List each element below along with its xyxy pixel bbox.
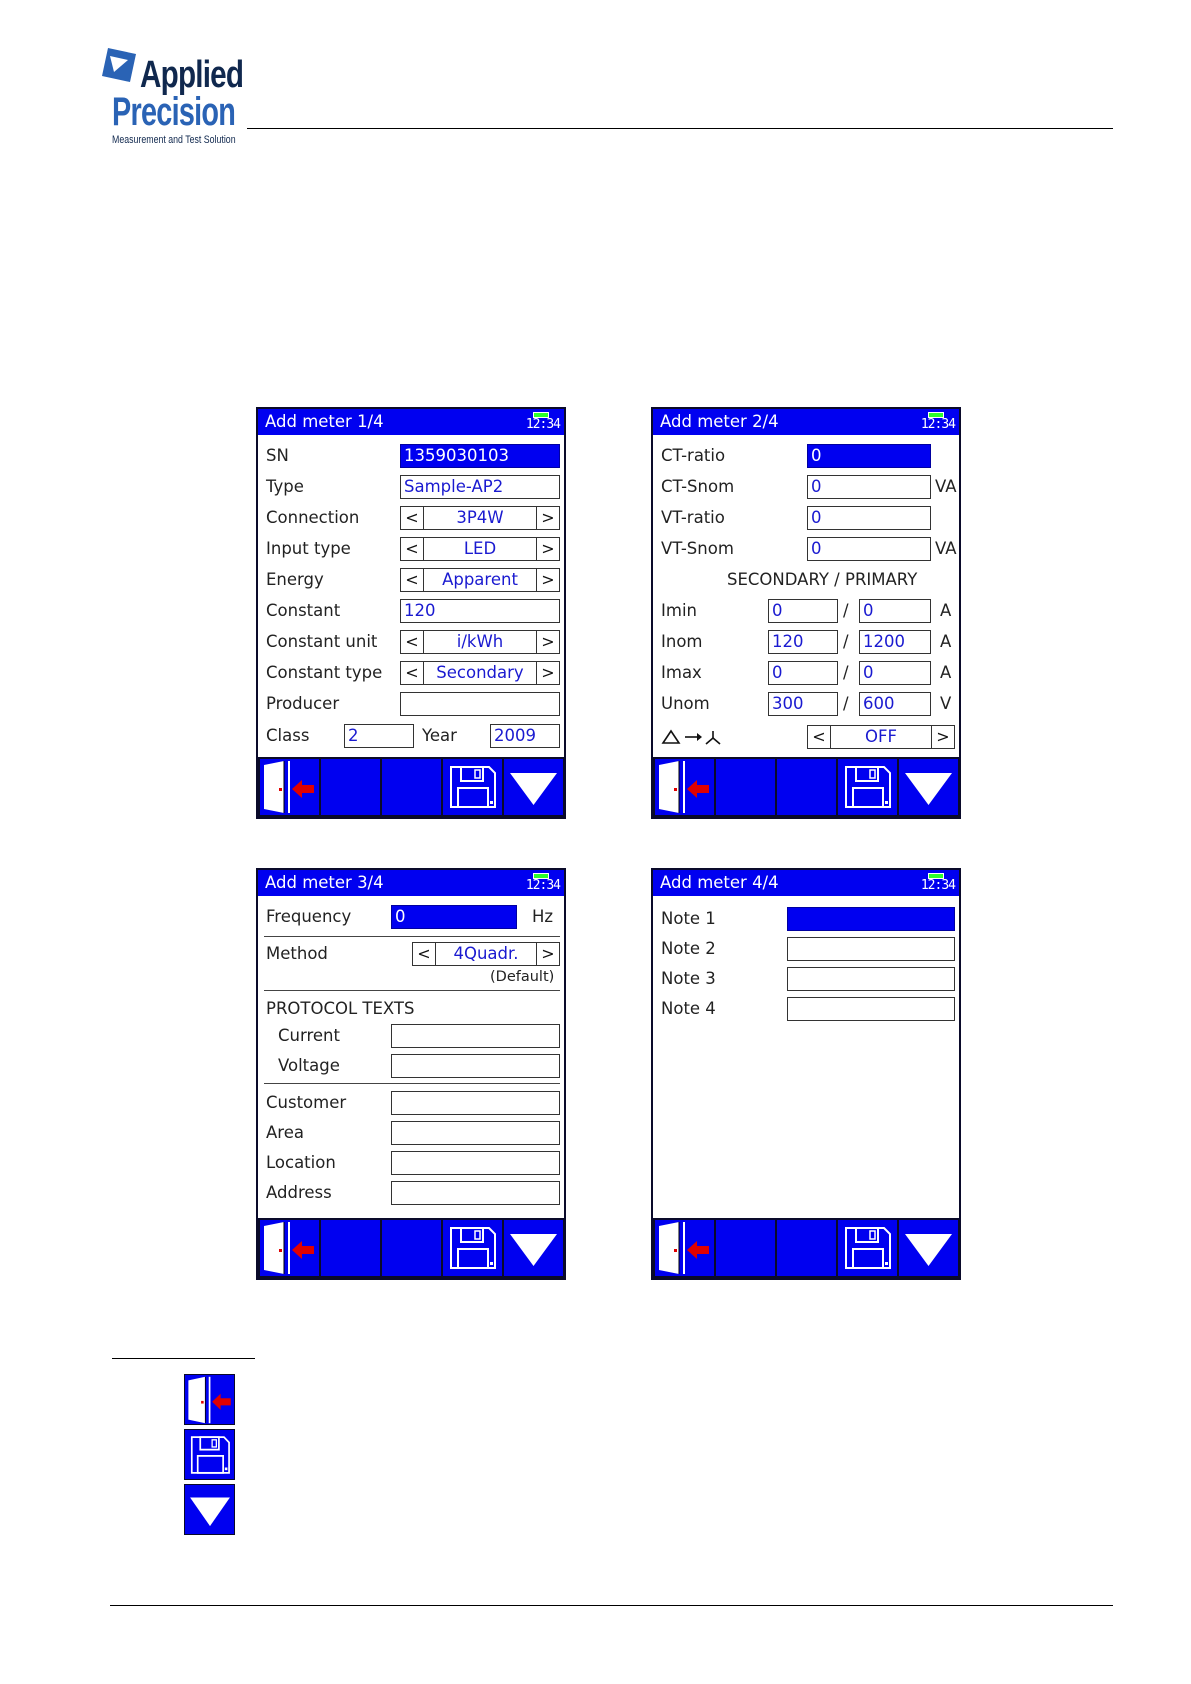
current-label: Current (278, 1026, 340, 1045)
vt-snom-field[interactable]: 0 (807, 537, 931, 561)
location-label: Location (266, 1153, 336, 1172)
status-clock (920, 873, 955, 894)
down-triangle-icon (504, 759, 563, 815)
screen-titlebar (653, 870, 959, 896)
vt-snom-unit: VA (935, 539, 957, 558)
screen-add-meter-3 (256, 868, 566, 1280)
imin-unit: A (940, 601, 952, 620)
connection-selector[interactable] (400, 506, 560, 530)
clock-text: 12:34 (920, 417, 955, 432)
energy-prev-button[interactable]: < (401, 569, 424, 591)
next-page-button[interactable] (504, 1220, 563, 1276)
ct-snom-unit: VA (935, 477, 957, 496)
frequency-unit: Hz (532, 907, 554, 926)
vt-ratio-field[interactable]: 0 (807, 506, 931, 530)
method-selector[interactable] (412, 942, 560, 966)
delta-to-star-icon (661, 728, 725, 746)
exit-door-icon (260, 759, 319, 815)
status-clock (525, 873, 560, 894)
area-label: Area (266, 1123, 304, 1142)
floppy-disk-icon (443, 1220, 502, 1276)
note-1-field[interactable] (787, 907, 955, 931)
customer-field[interactable] (391, 1091, 560, 1115)
imax-secondary-field[interactable]: 0 (768, 661, 838, 685)
next-page-button[interactable] (504, 759, 563, 815)
constant-type-selector[interactable] (400, 661, 560, 685)
vt-ratio-label: VT-ratio (661, 508, 725, 527)
constant-label: Constant (266, 601, 341, 620)
customer-label: Customer (266, 1093, 347, 1112)
method-prev-button[interactable]: < (413, 943, 436, 965)
empty-button-2[interactable] (777, 1220, 836, 1276)
logo-word-applied: Applied (140, 54, 244, 96)
logo-mark-icon (100, 46, 140, 86)
constant-type-label: Constant type (266, 663, 383, 682)
screen-add-meter-1 (256, 407, 566, 819)
imin-slash: / (843, 601, 849, 620)
legend-rule (112, 1358, 255, 1359)
frequency-label: Frequency (266, 907, 352, 926)
producer-label: Producer (266, 694, 340, 713)
voltage-label: Voltage (278, 1056, 340, 1075)
unom-primary-field[interactable]: 600 (859, 692, 931, 716)
address-field[interactable] (391, 1181, 560, 1205)
unom-slash: / (843, 694, 849, 713)
imax-unit: A (940, 663, 952, 682)
input-type-prev-button[interactable]: < (401, 538, 424, 560)
empty-button-1[interactable] (321, 1220, 380, 1276)
floppy-disk-icon (838, 759, 897, 815)
inom-primary-field[interactable]: 1200 (859, 630, 931, 654)
input-type-next-button[interactable]: > (536, 538, 559, 560)
imin-secondary-field[interactable]: 0 (768, 599, 838, 623)
sn-label: SN (266, 446, 289, 465)
ct-snom-field[interactable]: 0 (807, 475, 931, 499)
clock-text: 12:34 (525, 878, 560, 893)
ct-ratio-field[interactable]: 0 (807, 444, 931, 468)
logo-word-precision: Precision (112, 90, 236, 134)
address-label: Address (266, 1183, 332, 1202)
constant-type-next-button[interactable]: > (536, 662, 559, 684)
connection-label: Connection (266, 508, 360, 527)
floppy-disk-icon (838, 1220, 897, 1276)
class-label: Class (266, 726, 310, 745)
method-next-button[interactable]: > (536, 943, 559, 965)
note-2-label: Note 2 (661, 939, 716, 958)
screen-titlebar (258, 870, 564, 896)
clock-text: 12:34 (525, 417, 560, 432)
constant-unit-prev-button[interactable]: < (401, 631, 424, 653)
method-value: 4Quadr. (453, 944, 519, 963)
section-divider (264, 990, 560, 991)
exit-button[interactable] (260, 1220, 319, 1276)
logo-tagline: Measurement and Test Solution (112, 134, 236, 146)
floppy-disk-icon (443, 759, 502, 815)
legend-save-button (184, 1429, 235, 1480)
company-logo (98, 46, 248, 146)
screen-toolbar (653, 1218, 959, 1278)
year-field[interactable]: 2009 (490, 724, 560, 748)
constant-unit-next-button[interactable]: > (536, 631, 559, 653)
floppy-disk-icon (185, 1430, 235, 1480)
screen-content (653, 898, 959, 1220)
inom-secondary-field[interactable]: 120 (768, 630, 838, 654)
down-triangle-icon (504, 1220, 563, 1276)
constant-type-value: Secondary (436, 663, 524, 682)
legend-exit-button (184, 1374, 235, 1425)
producer-field[interactable] (400, 692, 560, 716)
note-4-field[interactable] (787, 997, 955, 1021)
down-triangle-icon (185, 1485, 235, 1535)
status-clock (525, 412, 560, 433)
note-3-label: Note 3 (661, 969, 716, 988)
connection-value: 3P4W (456, 508, 504, 527)
vt-snom-label: VT-Snom (661, 539, 734, 558)
constant-unit-value: i/kWh (456, 632, 504, 651)
legend-next-button (184, 1484, 235, 1535)
screen-toolbar (653, 757, 959, 817)
note-4-label: Note 4 (661, 999, 716, 1018)
transform-prev-button[interactable]: < (808, 726, 831, 748)
energy-label: Energy (266, 570, 324, 589)
imin-label: Imin (661, 601, 697, 620)
unom-unit: V (940, 694, 952, 713)
current-text-field[interactable] (391, 1024, 560, 1048)
ct-snom-label: CT-Snom (661, 477, 735, 496)
constant-unit-selector[interactable] (400, 630, 560, 654)
ct-ratio-label: CT-ratio (661, 446, 726, 465)
exit-door-icon (260, 1220, 319, 1276)
footer-rule (110, 1605, 1113, 1606)
constant-type-prev-button[interactable]: < (401, 662, 424, 684)
year-label: Year (422, 726, 457, 745)
unom-secondary-field[interactable]: 300 (768, 692, 838, 716)
down-triangle-icon (899, 759, 958, 815)
unom-label: Unom (661, 694, 710, 713)
empty-button-2[interactable] (382, 759, 441, 815)
voltage-text-field[interactable] (391, 1054, 560, 1078)
screen-add-meter-4 (651, 868, 961, 1280)
down-triangle-icon (899, 1220, 958, 1276)
connection-next-button[interactable]: > (536, 507, 559, 529)
secondary-primary-header: SECONDARY / PRIMARY (727, 570, 918, 589)
input-type-value: LED (463, 539, 497, 558)
screen-title: Add meter 4/4 (660, 873, 779, 892)
save-button[interactable] (838, 1220, 897, 1276)
exit-button[interactable] (655, 759, 714, 815)
energy-next-button[interactable]: > (536, 569, 559, 591)
exit-door-icon (655, 1220, 714, 1276)
screen-add-meter-2 (651, 407, 961, 819)
constant-field[interactable]: 120 (400, 599, 560, 623)
screen-title: Add meter 2/4 (660, 412, 779, 431)
connection-prev-button[interactable]: < (401, 507, 424, 529)
inom-unit: A (940, 632, 952, 651)
status-clock (920, 412, 955, 433)
location-field[interactable] (391, 1151, 560, 1175)
input-type-label: Input type (266, 539, 351, 558)
empty-button-2[interactable] (777, 759, 836, 815)
protocol-texts-header: PROTOCOL TEXTS (266, 999, 415, 1018)
inom-slash: / (843, 632, 849, 651)
exit-button[interactable] (260, 759, 319, 815)
save-button[interactable] (443, 759, 502, 815)
empty-button-1[interactable] (321, 759, 380, 815)
method-label: Method (266, 944, 328, 963)
note-1-label: Note 1 (661, 909, 716, 928)
empty-button-2[interactable] (382, 1220, 441, 1276)
area-field[interactable] (391, 1121, 560, 1145)
method-default-note: (Default) (490, 969, 555, 985)
transform-selector[interactable] (807, 725, 955, 749)
next-page-button[interactable] (899, 1220, 958, 1276)
imax-primary-field[interactable]: 0 (859, 661, 931, 685)
section-divider (264, 936, 560, 937)
screen-content (258, 437, 564, 759)
exit-door-icon (185, 1375, 235, 1425)
constant-unit-label: Constant unit (266, 632, 378, 651)
screen-content (258, 898, 564, 1220)
save-button[interactable] (838, 759, 897, 815)
transform-next-button[interactable]: > (931, 726, 954, 748)
screen-content (653, 437, 959, 759)
imax-label: Imax (661, 663, 702, 682)
input-type-selector[interactable] (400, 537, 560, 561)
note-2-field[interactable] (787, 937, 955, 961)
screen-title: Add meter 1/4 (265, 412, 384, 431)
header-rule (247, 128, 1113, 129)
energy-value: Apparent (442, 570, 518, 589)
section-divider (264, 1083, 560, 1084)
screen-toolbar (258, 1218, 564, 1278)
exit-door-icon (655, 759, 714, 815)
empty-button-1[interactable] (716, 1220, 775, 1276)
frequency-field[interactable]: 0 (391, 905, 517, 929)
screen-toolbar (258, 757, 564, 817)
imin-primary-field[interactable]: 0 (859, 599, 931, 623)
imax-slash: / (843, 663, 849, 682)
save-button[interactable] (443, 1220, 502, 1276)
sn-field[interactable]: 1359030103 (400, 444, 560, 468)
screen-titlebar (258, 409, 564, 435)
class-field[interactable]: 2 (344, 724, 414, 748)
note-3-field[interactable] (787, 967, 955, 991)
transform-value: OFF (865, 727, 897, 746)
type-label: Type (266, 477, 304, 496)
energy-selector[interactable] (400, 568, 560, 592)
empty-button-1[interactable] (716, 759, 775, 815)
next-page-button[interactable] (899, 759, 958, 815)
clock-text: 12:34 (920, 878, 955, 893)
type-field[interactable]: Sample-AP2 (400, 475, 560, 499)
screen-title: Add meter 3/4 (265, 873, 384, 892)
screen-titlebar (653, 409, 959, 435)
exit-button[interactable] (655, 1220, 714, 1276)
inom-label: Inom (661, 632, 703, 651)
